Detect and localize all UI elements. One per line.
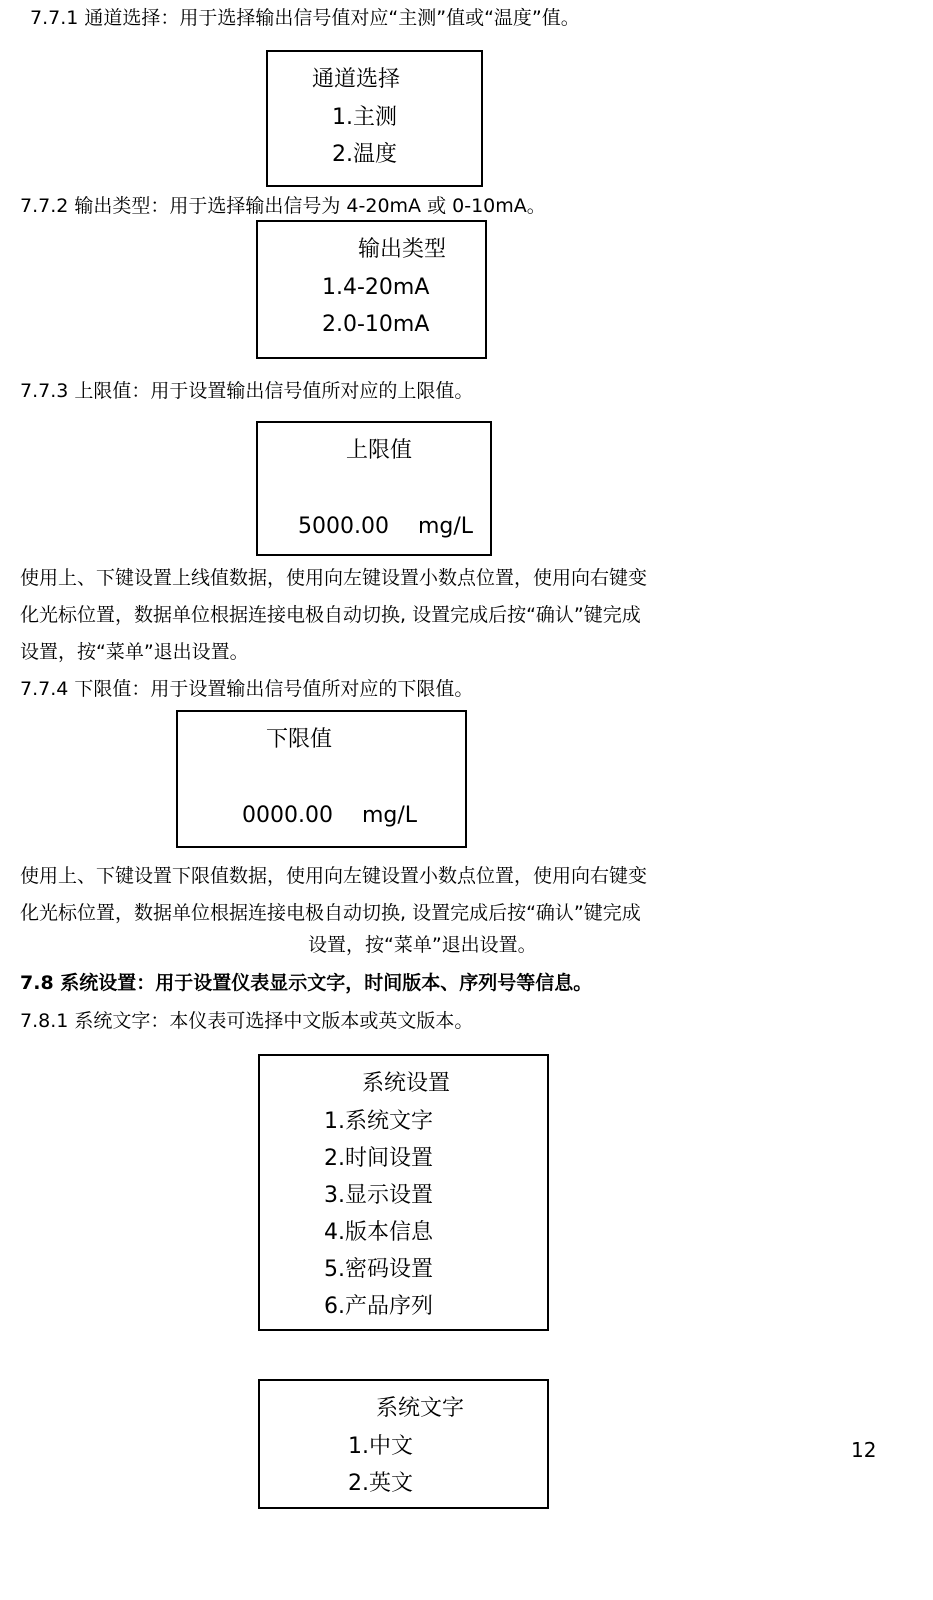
section-7-8-heading: 7.8 系统设置：用于设置仪表显示文字，时间版本、序列号等信息。 [20, 972, 593, 994]
limit-value: 5000.00 [298, 514, 389, 539]
section-7-7-2-heading: 7.7.2 输出类型：用于选择输出信号为 4-20mA 或 0-10mA。 [20, 195, 546, 217]
menu-item: 2.0-10mA [322, 312, 430, 337]
limit-unit: mg/L [418, 514, 474, 539]
menu-item: 2.英文 [348, 1471, 413, 1496]
upper-limit-screen [256, 421, 492, 556]
screen-title: 系统文字 [376, 1396, 465, 1421]
lower-limit-screen [176, 710, 467, 848]
menu-item: 3.显示设置 [324, 1183, 433, 1208]
paragraph-line: 化光标位置，数据单位根据连接电极自动切换, 设置完成后按“确认”键完成 [20, 902, 641, 924]
system-language-screen [258, 1379, 549, 1509]
limit-value: 0000.00 [242, 803, 333, 828]
paragraph-line: 使用上、下键设置下限值数据，使用向左键设置小数点位置，使用向右键变 [20, 865, 648, 887]
paragraph-line: 化光标位置，数据单位根据连接电极自动切换, 设置完成后按“确认”键完成 [20, 604, 641, 626]
screen-title: 系统设置 [362, 1071, 451, 1096]
section-7-7-3-heading: 7.7.3 上限值：用于设置输出信号值所对应的上限值。 [20, 380, 474, 402]
menu-item: 1.系统文字 [324, 1109, 433, 1134]
paragraph-line: 使用上、下键设置上线值数据，使用向左键设置小数点位置，使用向右键变 [20, 567, 648, 589]
system-settings-screen [258, 1054, 549, 1331]
paragraph-line: 设置，按“菜单”退出设置。 [20, 641, 249, 663]
section-7-7-4-heading: 7.7.4 下限值：用于设置输出信号值所对应的下限值。 [20, 678, 474, 700]
paragraph-line: 设置，按“菜单”退出设置。 [308, 934, 537, 956]
menu-item: 2.时间设置 [324, 1146, 433, 1171]
section-7-8-1-heading: 7.8.1 系统文字：本仪表可选择中文版本或英文版本。 [20, 1010, 474, 1032]
screen-title: 下限值 [266, 727, 333, 752]
page-number: 12 [851, 1438, 877, 1462]
screen-title: 上限值 [346, 438, 413, 463]
menu-item: 1.4-20mA [322, 275, 430, 300]
limit-unit: mg/L [362, 803, 418, 828]
screen-title: 通道选择 [312, 67, 401, 92]
menu-item: 1.中文 [348, 1434, 413, 1459]
menu-item: 5.密码设置 [324, 1257, 433, 1282]
screen-title: 输出类型 [358, 237, 447, 262]
output-type-screen [256, 220, 487, 359]
menu-item: 2.温度 [332, 142, 397, 167]
section-7-7-1-heading: 7.7.1 通道选择：用于选择输出信号值对应“主测”值或“温度”值。 [30, 7, 580, 29]
menu-item: 6.产品序列 [324, 1294, 433, 1319]
menu-item: 4.版本信息 [324, 1220, 433, 1245]
channel-select-screen [266, 50, 483, 187]
menu-item: 1.主测 [332, 105, 397, 130]
